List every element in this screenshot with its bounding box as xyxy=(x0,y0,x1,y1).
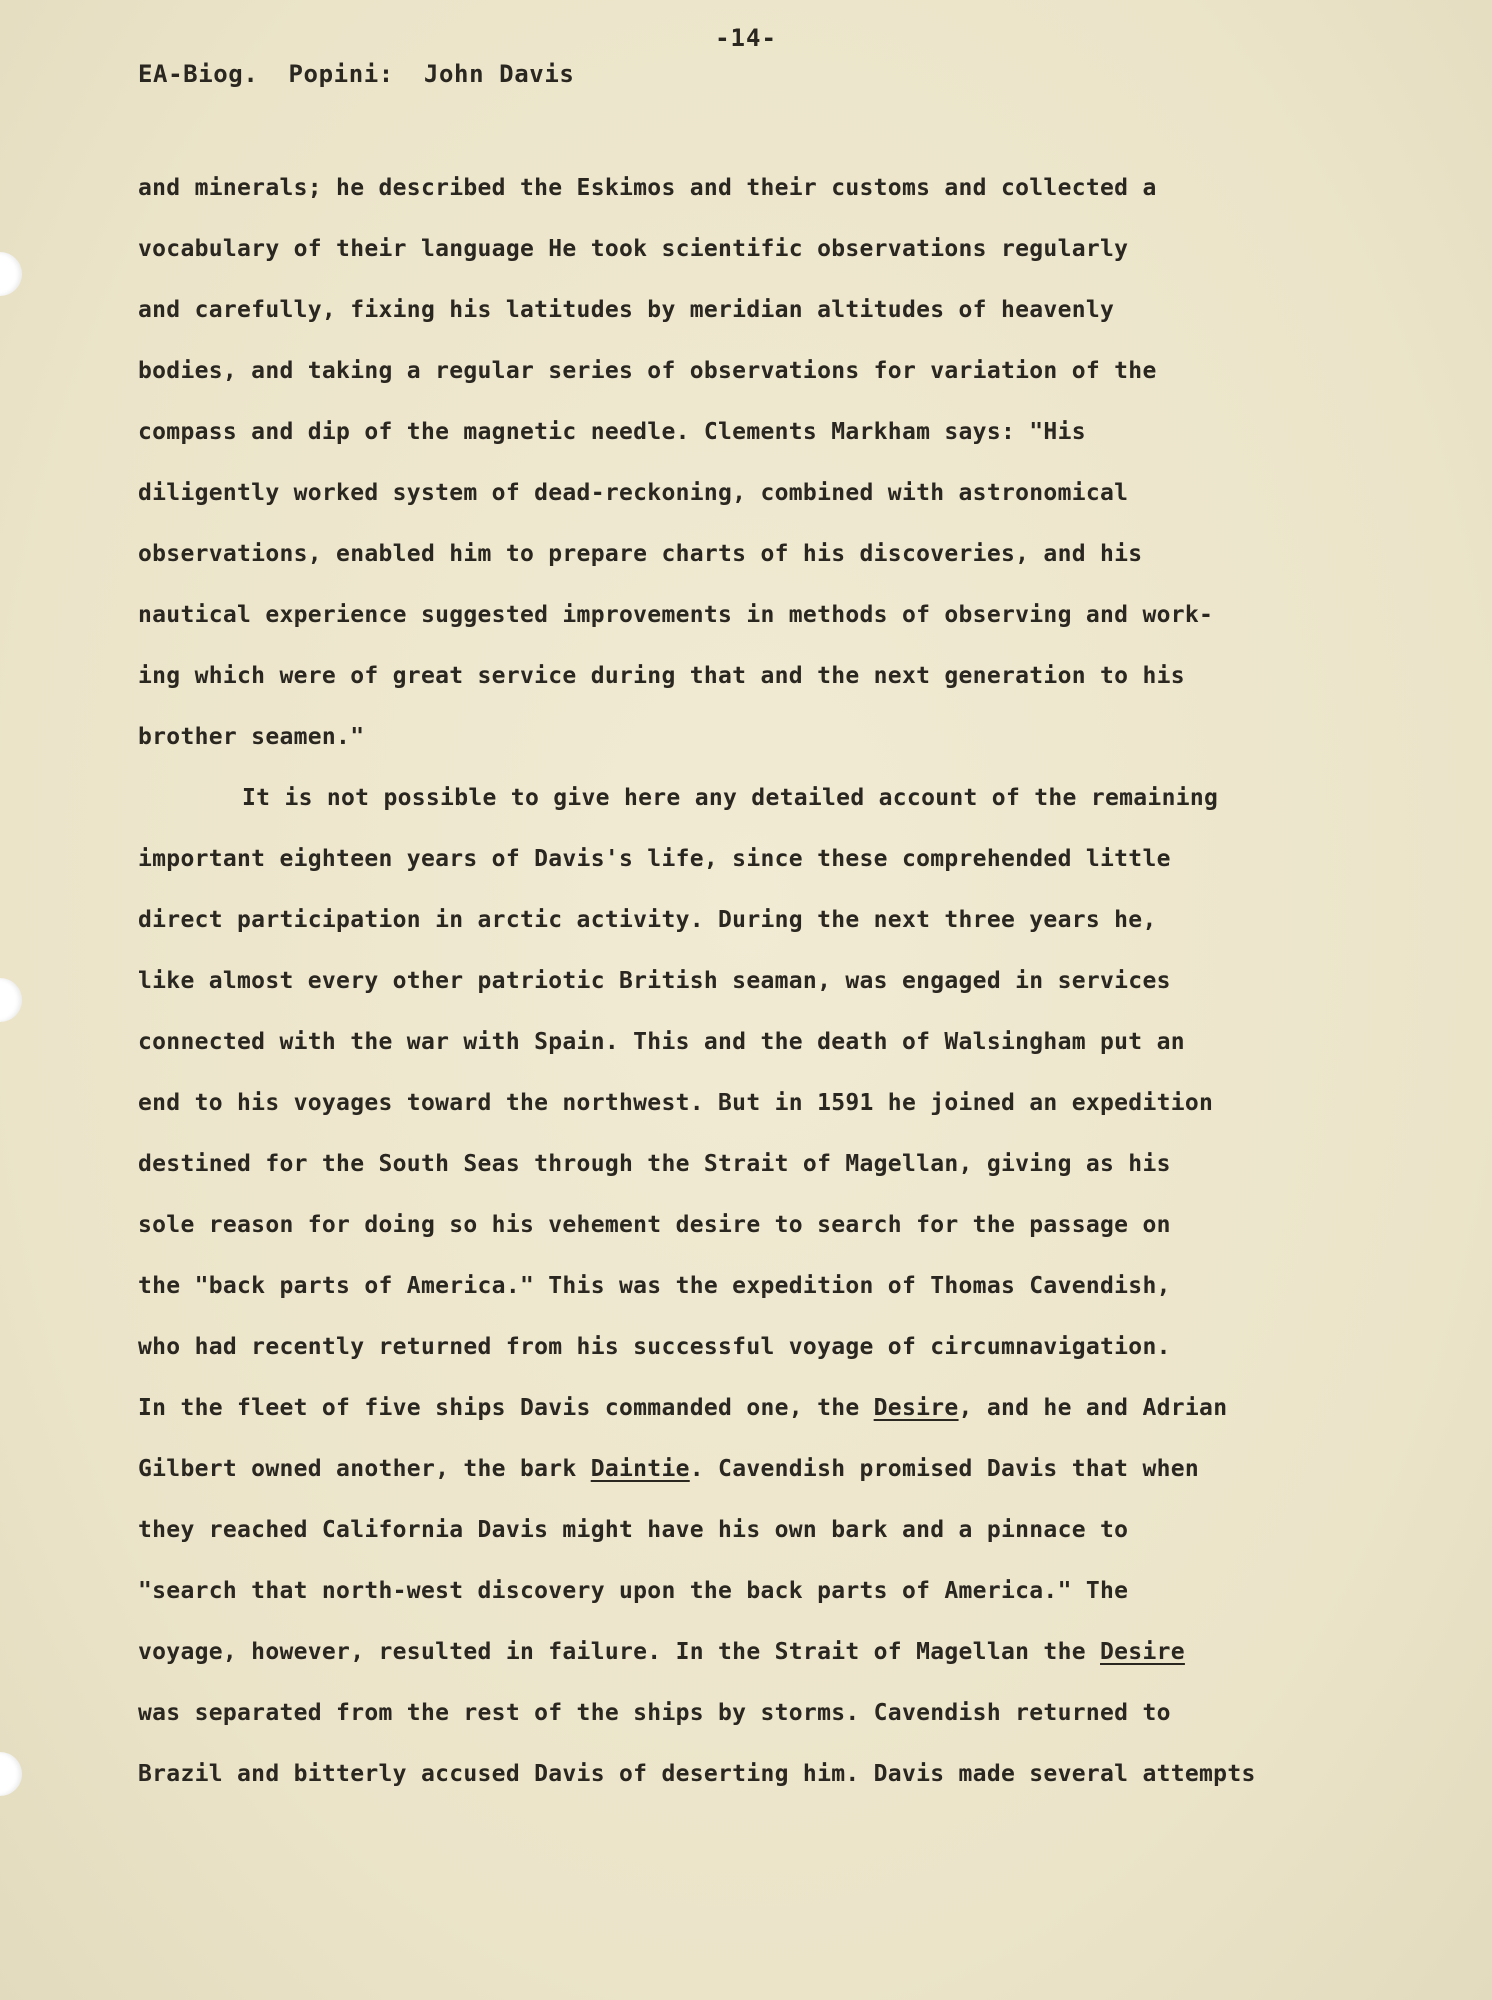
text-line: ing which were of great service during that and the next generation to his xyxy=(138,663,1185,689)
text-line: compass and dip of the magnetic needle. Clements Markham says: "His xyxy=(138,419,1086,445)
text-line: the "back parts of America." This was the expedition of Thomas Cavendish, xyxy=(138,1273,1171,1299)
punch-hole xyxy=(0,1752,22,1796)
text-line: who had recently returned from his successful voyage of circumnavigation. xyxy=(138,1334,1171,1360)
text-line: "search that north-west discovery upon the back parts of America." The xyxy=(138,1578,1129,1604)
ship-name-underlined: Desire xyxy=(1100,1639,1185,1665)
text-line: brother seamen." xyxy=(138,724,365,750)
text-line xyxy=(138,1451,1368,1512)
text-line: like almost every other patriotic British seaman, was engaged in services xyxy=(138,968,1171,994)
text-line xyxy=(138,1634,1368,1695)
text-segment: , and he and Adrian xyxy=(958,1395,1228,1421)
text-line: nautical experience suggested improvements in methods of observing and work- xyxy=(138,602,1214,628)
text-segment: In the fleet of five ships Davis commanded one, the xyxy=(138,1395,874,1421)
ship-name-underlined: Desire xyxy=(873,1395,959,1421)
text-line: was separated from the rest of the ships by storms. Cavendish returned to xyxy=(138,1700,1171,1726)
text-line: diligently worked system of dead-reckoning, combined with astronomical xyxy=(138,480,1129,506)
running-head: EA-Biog. Popini: John Davis xyxy=(138,60,575,88)
text-line: sole reason for doing so his vehement desire to search for the passage on xyxy=(138,1212,1171,1238)
text-line: they reached California Davis might have his own bark and a pinnace to xyxy=(138,1517,1129,1543)
text-segment: voyage, however, resulted in failure. In the Strait of Magellan the xyxy=(138,1639,1101,1665)
text-line: bodies, and taking a regular series of observations for variation of the xyxy=(138,358,1157,384)
text-line: It is not possible to give here any detailed account of the remaining xyxy=(242,785,1219,811)
text-line: Brazil and bitterly accused Davis of deserting him. Davis made several attempts xyxy=(138,1761,1256,1787)
page-number: -14- xyxy=(715,24,777,52)
text-segment: . Cavendish promised Davis that when xyxy=(689,1456,1200,1482)
text-line: end to his voyages toward the northwest. But in 1591 he joined an expedition xyxy=(138,1090,1214,1116)
body-text xyxy=(138,170,1368,1817)
text-line: direct participation in arctic activity. During the next three years he, xyxy=(138,907,1157,933)
text-segment: Gilbert owned another, the bark xyxy=(138,1456,591,1482)
text-line xyxy=(138,1390,1368,1451)
text-line: important eighteen years of Davis's life, since these comprehended little xyxy=(138,846,1171,872)
text-line: and minerals; he described the Eskimos and their customs and collected a xyxy=(138,175,1157,201)
punch-hole xyxy=(0,252,22,296)
text-line: connected with the war with Spain. This and the death of Walsingham put an xyxy=(138,1029,1185,1055)
text-line: vocabulary of their language He took scientific observations regularly xyxy=(138,236,1129,262)
text-line: observations, enabled him to prepare charts of his discoveries, and his xyxy=(138,541,1143,567)
punch-hole xyxy=(0,978,22,1022)
text-line: destined for the South Seas through the Strait of Magellan, giving as his xyxy=(138,1151,1171,1177)
ship-name-underlined: Daintie xyxy=(590,1456,690,1482)
text-line: and carefully, fixing his latitudes by meridian altitudes of heavenly xyxy=(138,297,1115,323)
